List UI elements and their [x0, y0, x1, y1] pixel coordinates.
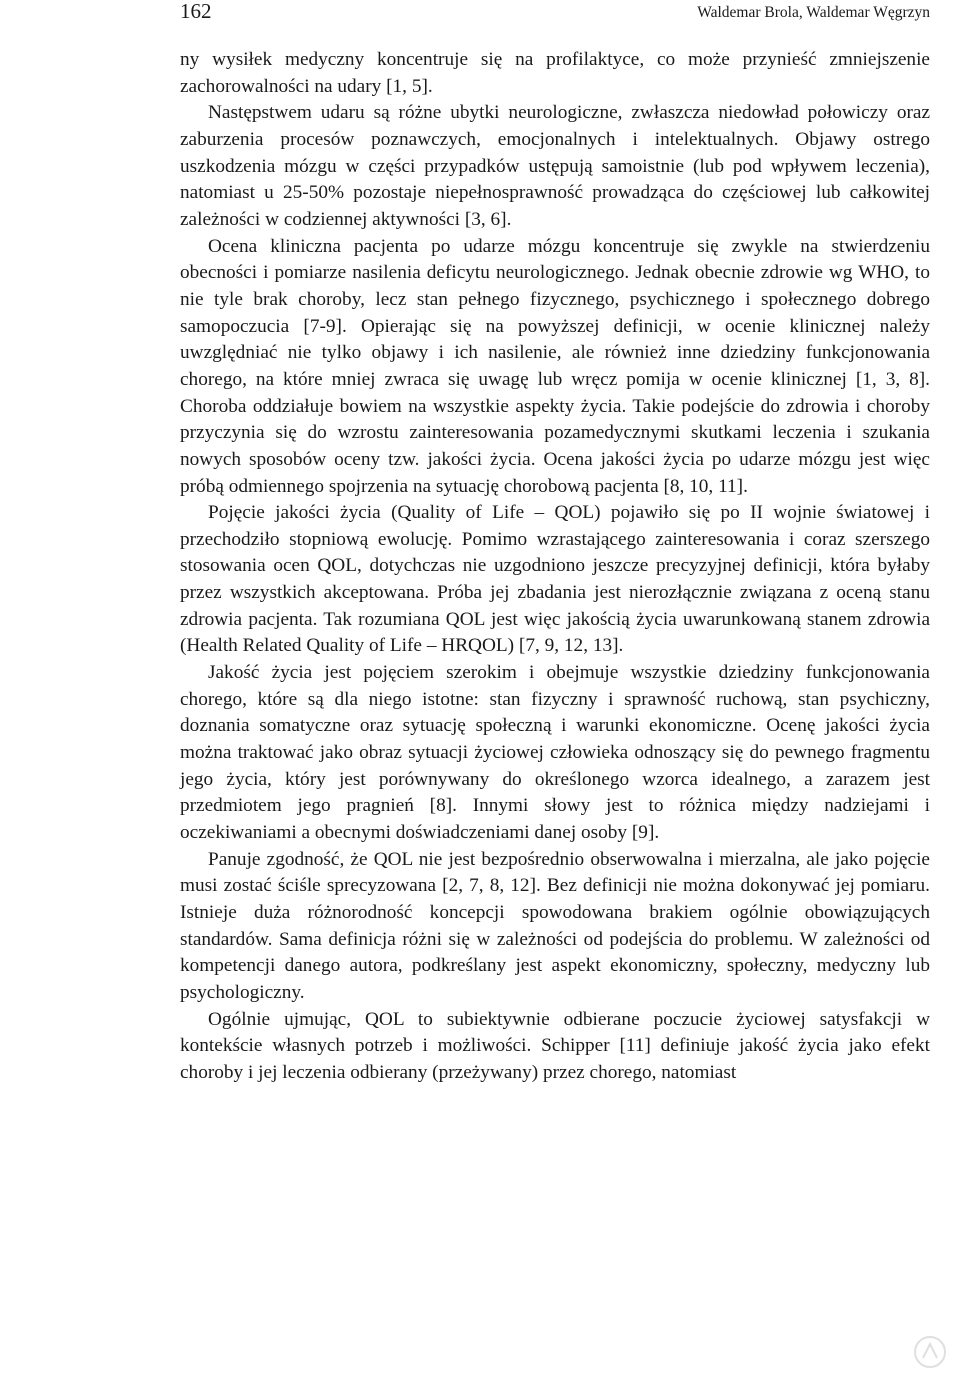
- paragraph: Pojęcie jakości życia (Quality of Life – QOL) pojawiło się po II wojnie światowej i przechodziło stopniową ewolucję. Pomimo wzrastającego zainteresowania i coraz szerszego stosowania ocen QOL, dotychczas nie uzgodniono jeszcze precyzyjnej definicji, która byłaby przez wszystkich akceptowana. Próba jej zbadania jest nierozłącznie związana z oceną stanu zdrowia pacjenta. Tak rozumiana QOL jest więc jakością życia uwarunkowaną stanem zdrowia (Health Related Quality of Life – HRQOL) [7, 9, 12, 13].: [180, 502, 930, 657]
- paragraph: Ocena kliniczna pacjenta po udarze mózgu koncentruje się zwykle na stwierdzeniu obecności i pomiarze nasilenia deficytu neurologicznego. Jednak obecnie zdrowie wg WHO, to nie tyle brak choroby, lecz stan pełnego fizycznego, psychicznego i społecznego dobrego samopoczucia [7-9]. Opierając się na powyższej definicji, w ocenie klinicznej należy uwzględniać nie tylko objawy i ich nasilenie, ale również inne dziedziny funkcjonowania chorego, na które mniej zwraca się uwagę lub wręcz pomija w ocenie klinicznej [1, 3, 8]. Choroba oddziałuje bowiem na wszystkie aspekty życia. Takie podejście do zdrowia i choroby przyczynia się do wzrostu zainteresowania pozamedycznymi skutkami leczenia i szukania nowych sposobów oceny tzw. jakości życia. Ocena jakości życia po udarze mózgu jest więc próbą odmiennego spojrzenia na sytuację chorobową pacjenta [8, 10, 11].: [180, 235, 930, 497]
- watermark-icon: [912, 1334, 948, 1370]
- running-header: [180, 0, 930, 26]
- paragraph: Panuje zgodność, że QOL nie jest bezpośrednio obserwowalna i mierzalna, ale jako pojęcie musi zostać ściśle sprecyzowana [2, 7, 8, 12]. Bez definicji nie można dokonywać jej pomiaru. Istnieje duża różnorodność koncepcji spowodowana brakiem ogólnie obowiązujących standardów. Sama definicja różni się w zależności od podejścia do problemu. W zależności od kompetencji danego autora, podkreślany jest aspekt ekonomiczny, społeczny, medyczny lub psychologiczny.: [180, 848, 930, 1003]
- paragraph: Następstwem udaru są różne ubytki neurologiczne, zwłaszcza niedowład połowiczy oraz zaburzenia procesów poznawczych, emocjonalnych i intelektualnych. Objawy ostrego uszkodzenia mózgu w części przypadków ustępują samoistnie (lub pod wpływem leczenia), natomiast u 25-50% pozostaje niepełnosprawność prowadząca do częściowej lub całkowitej zależności w codziennej aktywności [3, 6].: [180, 102, 930, 230]
- page-number: 162: [180, 0, 212, 23]
- body-text: [180, 47, 930, 1087]
- running-head-authors: Waldemar Brola, Waldemar Węgrzyn: [697, 4, 930, 21]
- paragraph-continuation: ny wysiłek medyczny koncentruje się na profilaktyce, co może przynieść zmniejszenie zachorowalności na udary [1, 5].: [180, 49, 930, 97]
- paragraph: Ogólnie ujmując, QOL to subiektywnie odbierane poczucie życiowej satysfakcji w kontekście własnych potrzeb i możliwości. Schipper [11] definiuje jakość życia jako efekt choroby i jej leczenia odbierany (przeżywany) przez chorego, natomiast: [180, 1008, 930, 1083]
- paragraph: Jakość życia jest pojęciem szerokim i obejmuje wszystkie dziedziny funkcjonowania chorego, które są dla niego istotne: stan fizyczny i sprawność ruchową, stan psychiczny, doznania somatyczne oraz sytuację społeczną i warunki ekonomiczne. Ocenę jakości życia można traktować jako obraz sytuacji życiowej człowieka odnoszący się do pewnego fragmentu jego życia, który jest porównywany do określonego wzorca idealnego, a zarazem jest przedmiotem jego pragnień [8]. Innymi słowy jest to różnica między nadziejami i oczekiwaniami a obecnymi doświadczeniami danej osoby [9].: [180, 662, 930, 844]
